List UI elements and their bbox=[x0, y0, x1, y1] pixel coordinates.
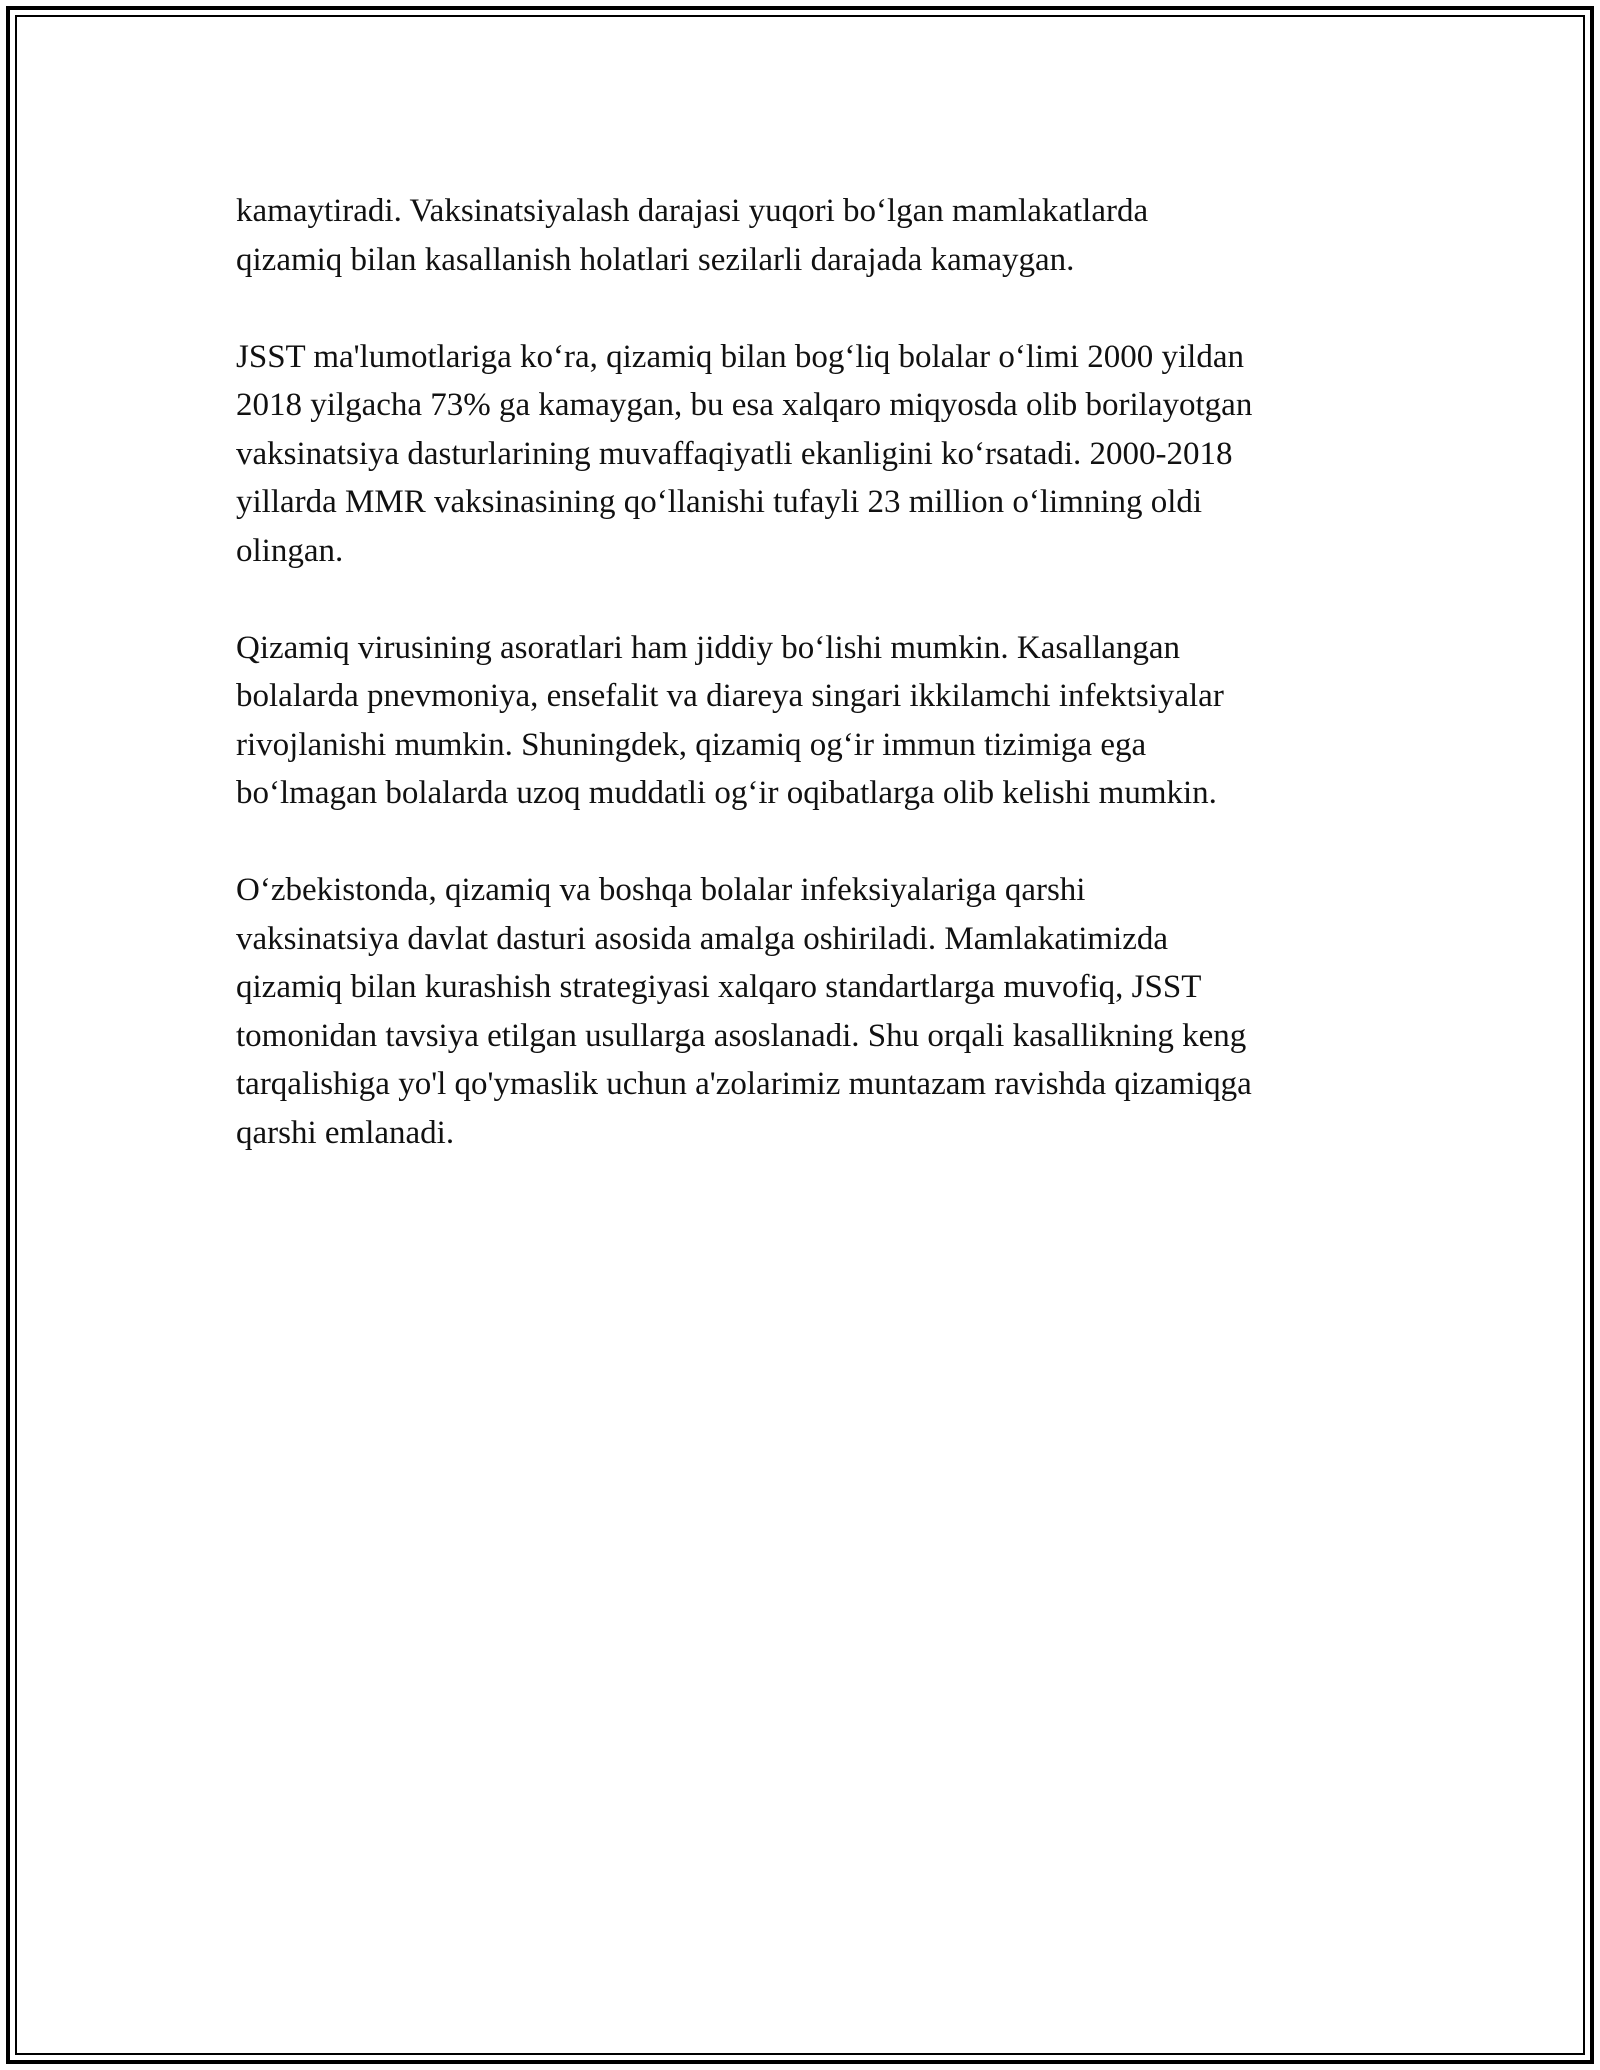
text-line: bolalarda pnevmoniya, ensefalit va diareya singari ikkilamchi infektsiyalar bbox=[236, 678, 1224, 714]
text-line: qizamiq bilan kurashish strategiyasi xalqaro standartlarga muvofiq, JSST bbox=[236, 969, 1202, 1005]
text-line: olingan. bbox=[236, 532, 344, 569]
paragraph-uzbekistan-program bbox=[236, 866, 1376, 1157]
text-line: yillarda MMR vaksinasining qo‘llanishi tufayli 23 million o‘limning oldi bbox=[236, 484, 1203, 520]
text-line: tarqalishiga yo'l qo'ymaslik uchun a'zolarimiz muntazam ravishda qizamiqga bbox=[236, 1066, 1252, 1102]
text-line: rivojlanishi mumkin. Shuningdek, qizamiq og‘ir immun tizimiga ega bbox=[236, 726, 1147, 763]
text-line: vaksinatsiya dasturlarining muvaffaqiyatli ekanligini ko‘rsatadi. 2000-2018 bbox=[236, 435, 1233, 472]
text-line: qizamiq bilan kasallanish holatlari sezilarli darajada kamaygan. bbox=[236, 241, 1075, 278]
paragraph-vaccination-rates bbox=[236, 187, 1376, 284]
document-body bbox=[236, 187, 1376, 1206]
text-line: vaksinatsiya davlat dasturi asosida amalga oshiriladi. Mamlakatimizda bbox=[236, 920, 1168, 957]
paragraph-complications bbox=[236, 624, 1376, 818]
text-line: 2018 yilgacha 73% ga kamaygan, bu esa xalqaro miqyosda olib borilayotgan bbox=[236, 387, 1253, 423]
text-line: JSST ma'lumotlariga ko‘ra, qizamiq bilan bog‘liq bolalar o‘limi 2000 yildan bbox=[236, 338, 1244, 375]
text-line: tomonidan tavsiya etilgan usullarga asoslanadi. Shu orqali kasallikning keng bbox=[236, 1017, 1247, 1054]
text-line: qarshi emlanadi. bbox=[236, 1114, 455, 1151]
text-line: kamaytiradi. Vaksinatsiyalash darajasi yuqori bo‘lgan mamlakatlarda bbox=[236, 193, 1149, 229]
text-line: Qizamiq virusining asoratlari ham jiddiy bo‘lishi mumkin. Kasallangan bbox=[236, 629, 1180, 666]
text-line: O‘zbekistonda, qizamiq va boshqa bolalar infeksiyalariga qarshi bbox=[236, 872, 1086, 908]
text-line: bo‘lmagan bolalarda uzoq muddatli og‘ir oqibatlarga olib kelishi mumkin. bbox=[236, 775, 1217, 811]
paragraph-who-statistics bbox=[236, 333, 1376, 576]
